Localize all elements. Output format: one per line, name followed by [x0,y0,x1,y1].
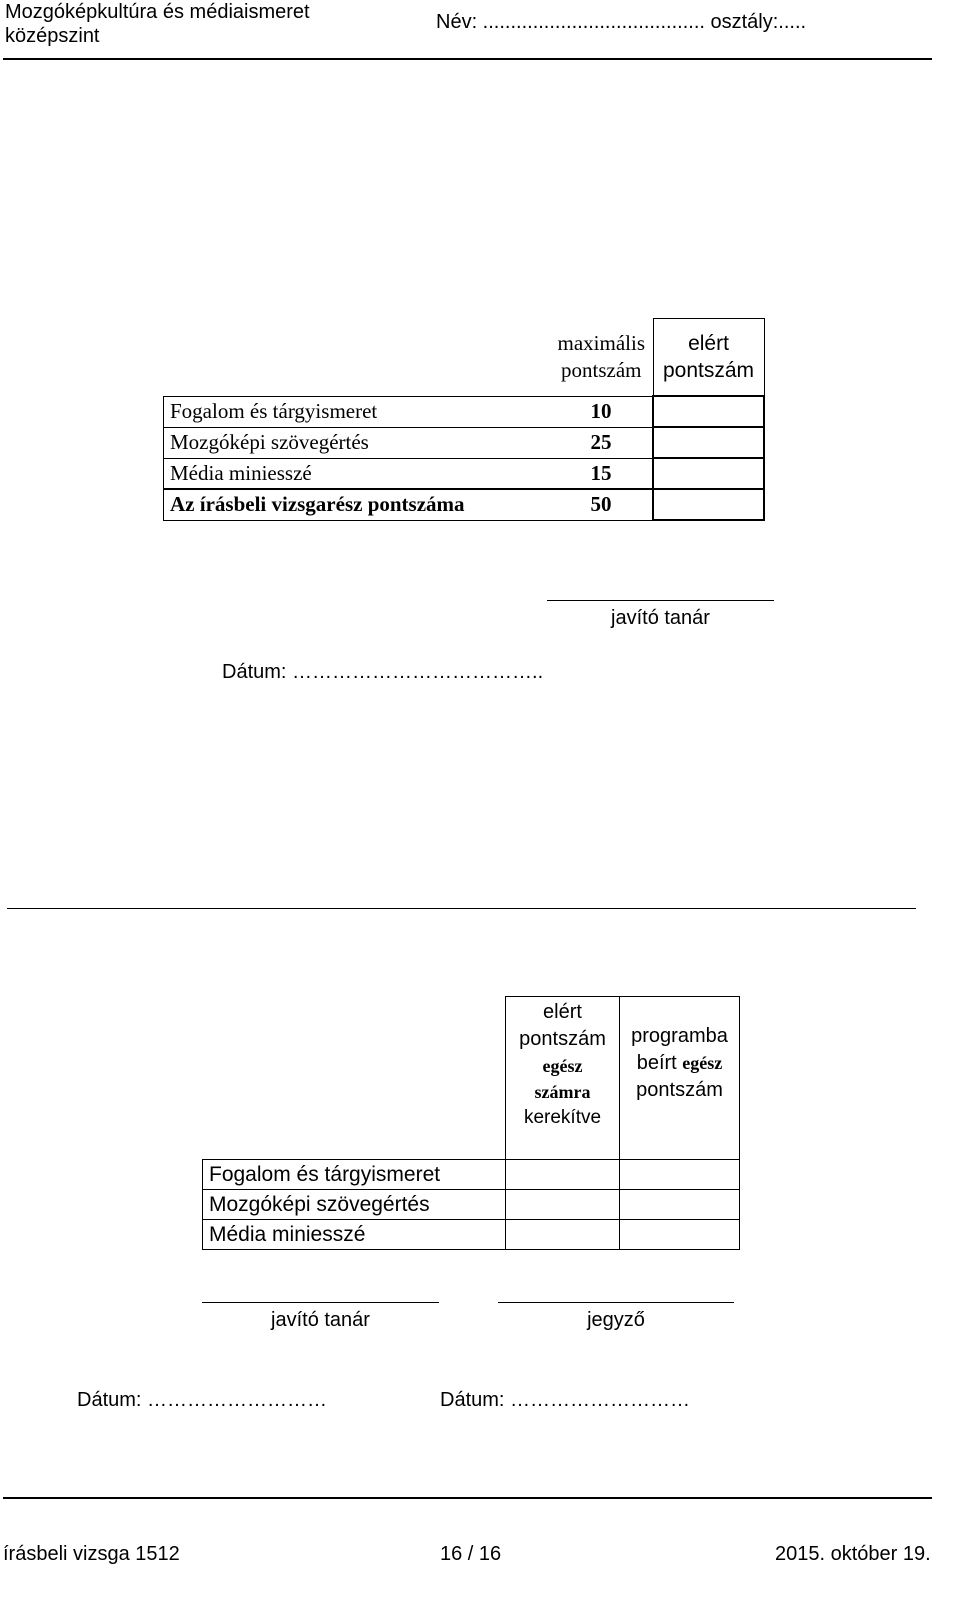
subject-title: Mozgóképkultúra és médiaismeret [5,1,310,23]
row-max: 25 [550,427,653,458]
program-points-cell[interactable] [620,1160,740,1190]
notary-signature-line [498,1302,734,1303]
row-label: Média miniesszé [164,458,551,489]
row-label: Fogalom és tárgyismeret [164,396,551,427]
level-label: középszint [5,25,100,47]
table-row [203,1160,740,1190]
exam-code: írásbeli vizsga 1512 [3,1543,180,1565]
corrector-role: javító tanár [611,607,710,629]
total-max: 50 [550,489,653,520]
name-class-field: Név: ........................................ osztály:..... [436,11,807,33]
row-label: Mozgóképi szövegértés [164,427,551,458]
total-row [164,489,765,520]
table-row [203,1190,740,1220]
table2-corner [203,997,506,1160]
date-field[interactable]: Dátum: ……………………………….. [222,661,544,683]
page-number: 16 / 16 [440,1543,502,1565]
score-table [163,318,765,521]
achieved-points-header: elért pontszám [653,319,764,397]
program-points-cell[interactable] [620,1190,740,1220]
total-label: Az írásbeli vizsgarész pontszáma [164,489,551,520]
table-row [164,396,765,427]
section-divider [7,908,916,909]
row-achieved-cell[interactable] [653,427,764,458]
table-row [164,427,765,458]
program-points-cell[interactable] [620,1220,740,1250]
corrector-date-field[interactable]: Dátum: ……………………… [77,1389,328,1411]
row-max: 15 [550,458,653,489]
rounded-points-cell[interactable] [506,1190,620,1220]
rounded-points-header: elért pontszám egész számra kerekítve [506,997,620,1160]
corrector-role-2: javító tanár [271,1309,370,1331]
total-achieved-cell[interactable] [653,489,764,520]
table-row [203,1220,740,1250]
notary-date-field[interactable]: Dátum: ……………………… [440,1389,691,1411]
header-rule [3,58,932,60]
table-row [164,458,765,489]
signature-line [547,600,774,601]
program-points-header: programba beírt egész pontszám [620,997,740,1160]
score-table-corner [164,319,551,397]
program-score-table [202,996,740,1250]
footer-rule [3,1497,932,1499]
row-label: Média miniesszé [203,1220,506,1250]
row-label: Fogalom és tárgyismeret [203,1160,506,1190]
corrector-signature-line [202,1302,439,1303]
rounded-points-cell[interactable] [506,1220,620,1250]
notary-role: jegyző [587,1309,645,1331]
row-achieved-cell[interactable] [653,396,764,427]
row-label: Mozgóképi szövegértés [203,1190,506,1220]
row-max: 10 [550,396,653,427]
row-achieved-cell[interactable] [653,458,764,489]
rounded-points-cell[interactable] [506,1160,620,1190]
max-points-header: maximális pontszám [557,331,645,382]
exam-date: 2015. október 19. [775,1543,931,1565]
